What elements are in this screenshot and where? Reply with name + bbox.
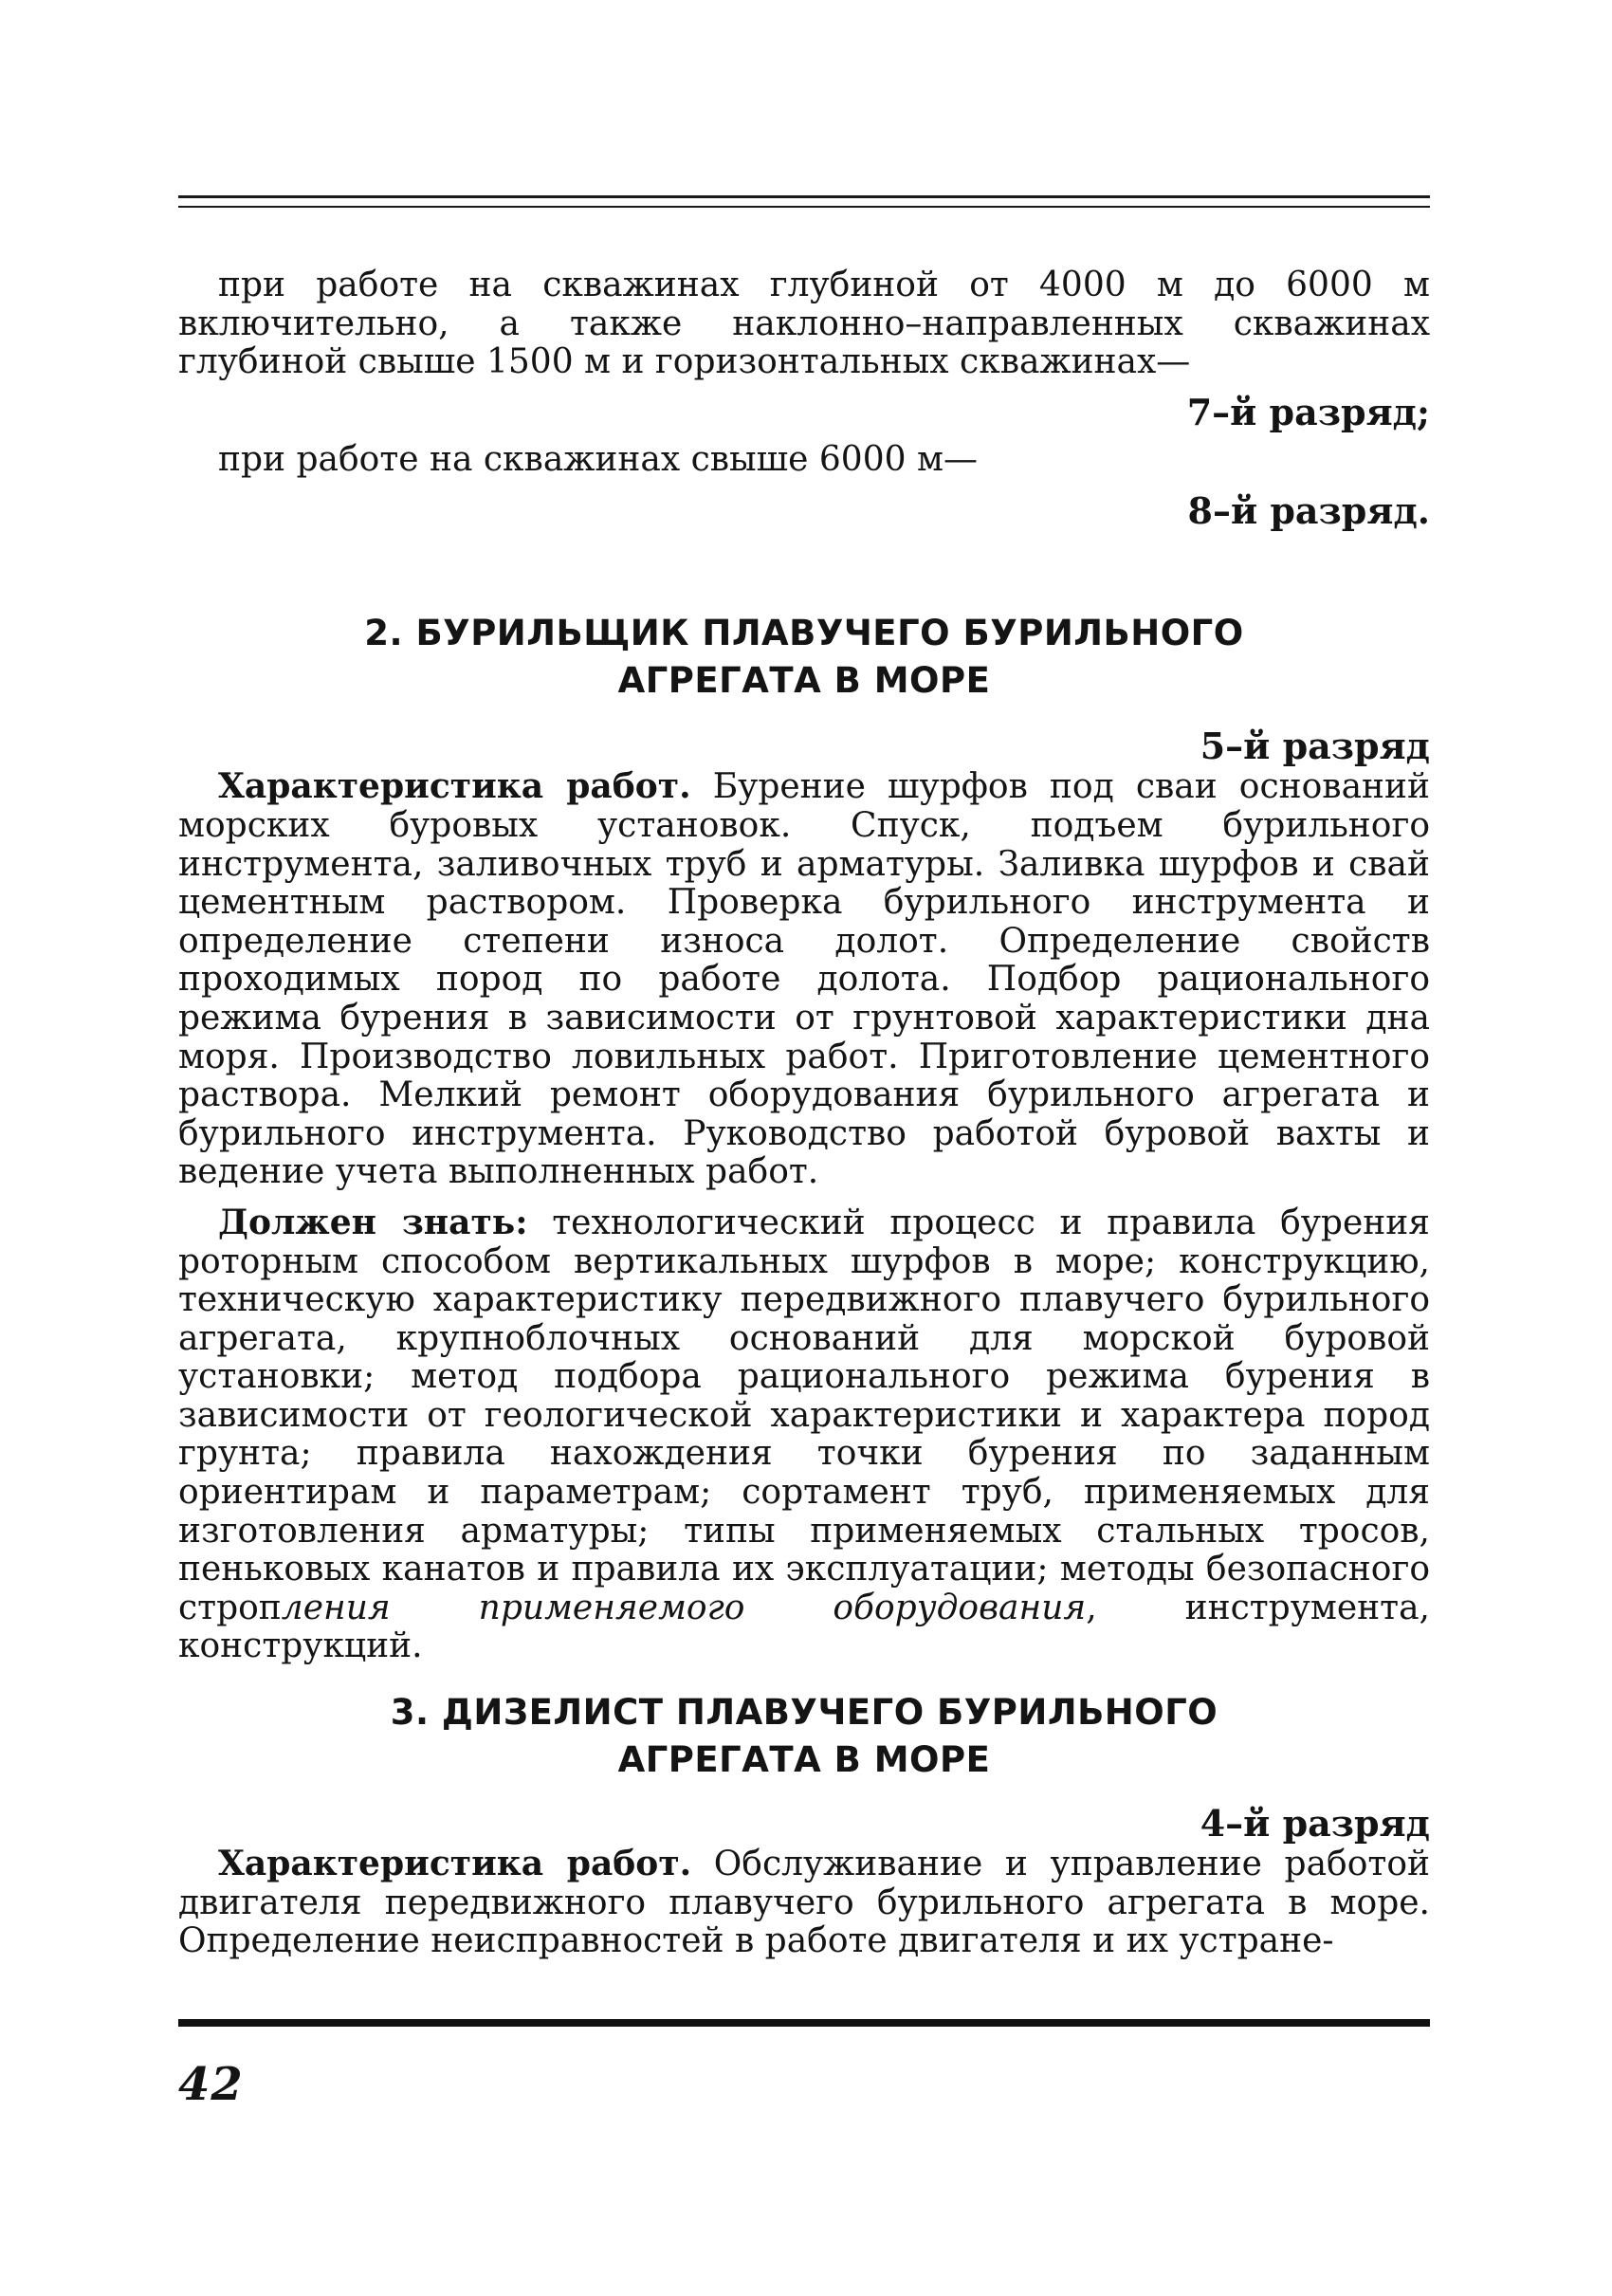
grade-8: 8–й разряд. [1187,489,1430,533]
section-2-char-label: Характеристика работ. [218,766,691,807]
section-3-char-label: Характеристика работ. [218,1844,692,1884]
section-2-know-label: Должен знать: [218,1202,528,1242]
grade-7: 7–й разряд; [1186,390,1430,433]
section-3-grade: 4–й разряд [1200,1802,1430,1846]
intro-paragraph: при работе на скважинах глубиной от 4000 м до 6000 м включительно, а также наклонно–направленных скважинах глубиной свыше 1500 м и горизонтальных скважинах— [178,266,1430,382]
section-2-heading [178,610,1430,705]
section-2-know-end: , инструмента, конструкций. [178,1588,1431,1666]
section-2-know-italic: ления применяемого оборудования [281,1588,1087,1627]
section-2-characteristics [178,767,1430,1192]
section-2-char-text: Бурение шурфов под сваи оснований морских буровых установок. Спуск, подъем бурильного инструмента, заливочных труб и арматуры. Заливка шурфов и свай цементным раствором. Проверка бурильного инструмента и определение степени износа долот. Определение свойств проходимых пород по работе долота. Подбор рационального режима бурения в зависимости от грунтовой характеристики дна моря. Производство ловильных работ. Приготовление цементного раствора. Мелкий ремонт оборудования бурильного агрегата и бурильного инструмента. Руководство работой буровой вахты и ведение учета выполненных работ. [178,767,1431,1192]
section-3-char-text: Обслуживание и управление работой двигателя передвижного плавучего бурильного агрегата в море. Определение неисправностей в работе двигателя и их устране- [178,1845,1430,1961]
top-double-rule [178,195,1430,208]
section-2-title-line-2: АГРЕГАТА В МОРЕ [617,660,991,702]
page-body [178,195,1430,1961]
section-3-characteristics [178,1845,1430,1961]
section-2-must-know [178,1203,1430,1666]
section-3-title-line-1: 3. ДИЗЕЛИСТ ПЛАВУЧЕГО БУРИЛЬНОГО [390,1692,1218,1734]
bottom-rule [178,2019,1430,2027]
section-3-heading [178,1689,1430,1784]
section-2-know-text: технологический процесс и правила бурения роторным способом вертикальных шурфов в море; конструкцию, техническую характеристику передвижного плавучего бурильного агрегата, крупноблочных оснований для морской буровой установки; метод подбора рационального режима бурения в зависимости от геологической характеристики и характера пород грунта; правила нахождения точки бурения по заданным ориентирам и параметрам; сортамент труб, применяемых для изготовления арматуры; типы применяемых стальных тросов, пеньковых канатов и правила их эксплуатации; методы безопасного строп [178,1203,1430,1627]
section-3-title-line-2: АГРЕГАТА В МОРЕ [617,1739,991,1781]
page-number: 42 [178,2058,244,2111]
intro-paragraph-6000: при работе на скважинах свыше 6000 м— [218,439,978,479]
section-2-grade: 5–й разряд [1200,725,1430,768]
section-2-title-line-1: 2. БУРИЛЬЩИК ПЛАВУЧЕГО БУРИЛЬНОГО [364,613,1244,654]
